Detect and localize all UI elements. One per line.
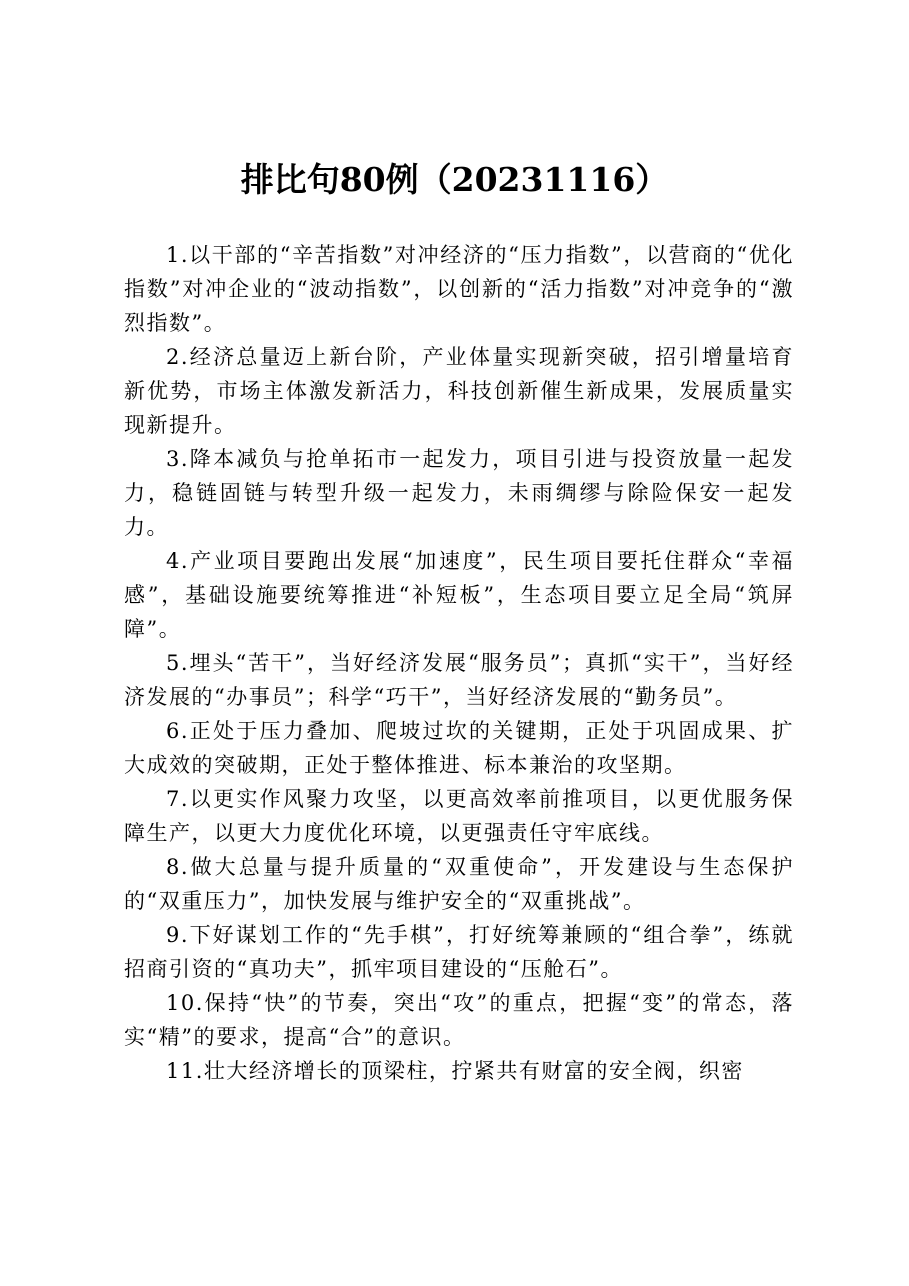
paragraph-8: 8.做大总量与提升质量的“双重使命”，开发建设与生态保护的“双重压力”，加快发展与维护安全的“双重挑战”。 (124, 855, 794, 913)
paragraph-11: 11.壮大经济增长的顶梁柱，拧紧共有财富的安全阀，织密 (166, 1059, 744, 1083)
paragraph-2: 2.经济总量迈上新台阶，产业体量实现新突破，招引增量培育新优势，市场主体激发新活力，科技创新催生新成果，发展质量实现新提升。 (124, 345, 794, 437)
paragraph-4: 4.产业项目要跑出发展“加速度”，民生项目要托住群众“幸福感”，基础设施要统筹推进“补短板”，生态项目要立足全局“筑屏障”。 (124, 549, 794, 641)
paragraph-1: 1.以干部的“辛苦指数”对冲经济的“压力指数”，以营商的“优化指数”对冲企业的“波动指数”，以创新的“活力指数”对冲竞争的“激烈指数”。 (124, 243, 794, 335)
paragraph-5: 5.埋头“苦干”，当好经济发展“服务员”；真抓“实干”，当好经济发展的“办事员”；科学“巧干”，当好经济发展的“勤务员”。 (124, 651, 794, 709)
document-body (124, 238, 794, 1088)
paragraph-10: 10.保持“快”的节奏，突出“攻”的重点，把握“变”的常态，落实“精”的要求，提高“合”的意识。 (124, 991, 794, 1049)
paragraph-7: 7.以更实作风聚力攻坚，以更高效率前推项目，以更优服务保障生产，以更大力度优化环境，以更强责任守牢底线。 (124, 787, 794, 845)
paragraph-9: 9.下好谋划工作的“先手棋”，打好统筹兼顾的“组合拳”，练就招商引资的“真功夫”，抓牢项目建设的“压舱石”。 (124, 923, 794, 981)
document-title: 排比句80例（20231116） (240, 160, 669, 199)
paragraph-3: 3.降本减负与抢单拓市一起发力，项目引进与投资放量一起发力，稳链固链与转型升级一起发力，未雨绸缪与除险保安一起发力。 (124, 447, 794, 539)
paragraph-6: 6.正处于压力叠加、爬坡过坎的关键期，正处于巩固成果、扩大成效的突破期，正处于整体推进、标本兼治的攻坚期。 (124, 719, 794, 777)
